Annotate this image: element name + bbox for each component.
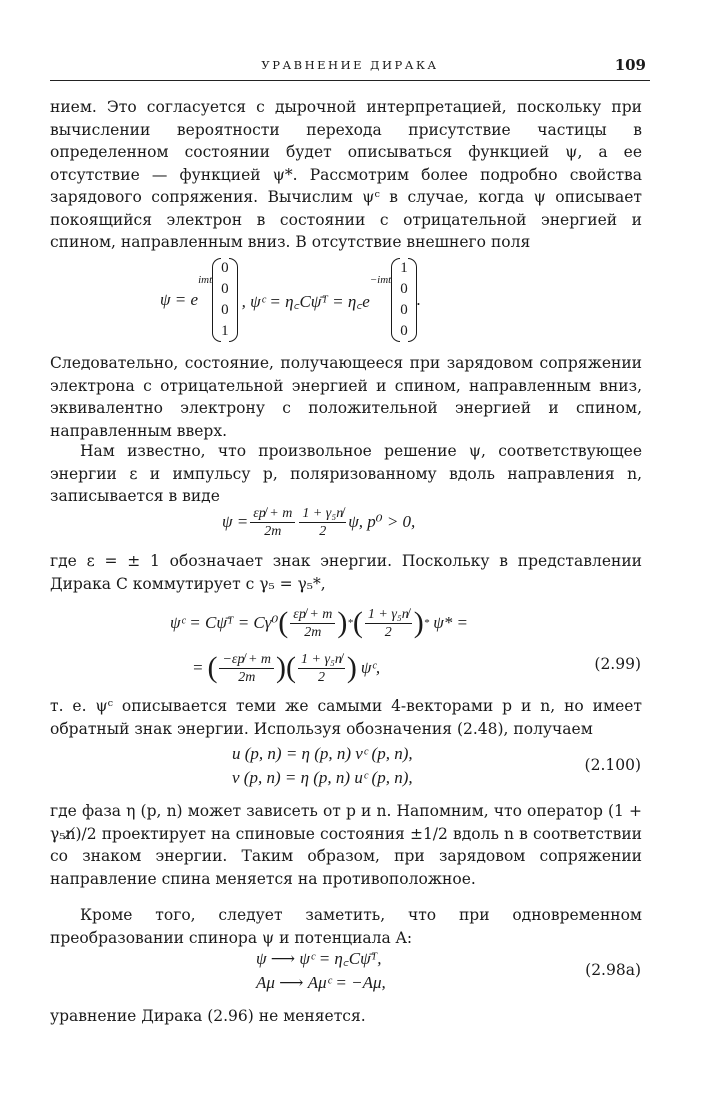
paragraph-dirac-invariant: уравнение Дирака (2.96) не меняется. <box>50 1007 366 1025</box>
eq2-frac1-numerator: εp̸ + m <box>250 505 295 523</box>
eq4-line-2: v (p, n) = η (p, n) uᶜ (p, n), <box>232 768 413 787</box>
paragraph-arbitrary-solution: Нам известно, что произвольное решение ψ, соответствующее энергии ε и импульсу p, поляризованному вдоль направления n, записывается в виде <box>50 442 642 505</box>
eq5-line-2: Aμ ⟶ Aμᶜ = −Aμ, <box>256 973 386 992</box>
eq3-l2f2-denominator: 2 <box>317 669 325 685</box>
eq5-line-1: ψ ⟶ ψᶜ = η꜀Cψ̄ᵀ, <box>256 949 382 968</box>
vec2-entry: 1 <box>400 260 408 276</box>
equation-2-100 <box>232 742 413 790</box>
equation-299-line-1: ψᶜ = Cψ̄ᵀ = Cγ⁰ ( $\frac{\varepsilon p̸ + m}{2m}$ ) * ( $\frac{\text{1 + γ₅n̸}}{2}$ ) * ψ* = <box>170 606 468 640</box>
eq3-line1-tail: ψ* = <box>433 613 468 632</box>
equation-299-line-2: = ( $\frac{-\varepsilon p̸ + m}{2m}$ ) ( $\frac{\text{1 + γ₅n̸}}{2}$ ) ψᶜ, <box>192 651 381 685</box>
page-header <box>50 56 650 81</box>
paragraph-charge-conjugation-result: Следовательно, состояние, получающееся при зарядовом сопряжении электрона с отрицательной энергией и спином, направленным вниз, эквивалентно электрону с положительной энергией и спином, направленным вверх. <box>50 354 642 440</box>
running-head: УРАВНЕНИЕ ДИРАКА <box>261 58 439 72</box>
eq1-end: . <box>416 290 421 309</box>
eq3-l1f2-numerator: 1 + γ₅n̸ <box>365 606 412 624</box>
eq3-line1-lhs: ψᶜ = Cψ̄ᵀ = Cγ⁰ <box>170 613 279 632</box>
eq1-exponent-1: imt <box>198 274 213 286</box>
eq2-fraction-1 <box>250 505 295 540</box>
eq3-line1-fraction-1 <box>290 606 335 641</box>
vec1-entry: 0 <box>221 260 229 276</box>
vec1-entry: 0 <box>221 281 229 297</box>
page-number: 109 <box>614 56 646 74</box>
equation-number-2-99: (2.99) <box>594 655 641 673</box>
paragraph-energy-sign: где ε = ± 1 обозначает знак энергии. Поскольку в представлении Дирака C коммутирует с γ₅ = γ₅*, <box>50 552 642 593</box>
eq4-line-1: u (p, n) = η (p, n) vᶜ (p, n), <box>232 744 413 763</box>
eq3-line2-tail: ψᶜ, <box>360 658 381 677</box>
eq2-frac1-denominator: 2m <box>264 523 282 539</box>
eq1-column-vector-1 <box>212 258 238 342</box>
eq3-l1f1-denominator: 2m <box>304 624 322 640</box>
eq1-exponent-2: −imt <box>369 274 392 286</box>
eq2-frac2-numerator: 1 + γ₅n̸ <box>299 505 346 523</box>
eq3-line2-lhs: = <box>192 658 204 677</box>
eq3-l1f2-denominator: 2 <box>384 624 392 640</box>
equation-general-solution <box>222 500 415 544</box>
paragraph-simultaneous-transformation: Кроме того, следует заметить, что при одновременном преобразовании спинора ψ и потенциала A: <box>50 906 642 947</box>
eq3-l1f1-numerator: εp̸ + m <box>290 606 335 624</box>
eq3-l2f2-numerator: 1 + γ₅n̸ <box>298 651 345 669</box>
paragraph-same-four-vectors: т. е. ψᶜ описывается теми же самыми 4-векторами p и n, но имеет обратный знак энергии. Используя обозначения (2.48), получаем <box>50 697 642 738</box>
equation-rest-electron <box>160 252 421 348</box>
equation-number-2-100: (2.100) <box>584 756 641 774</box>
eq3-l2f1-denominator: 2m <box>238 669 256 685</box>
vec2-entry: 0 <box>400 281 408 297</box>
eq3-l2f1-numerator: −εp̸ + m <box>219 651 274 669</box>
equation-number-2-98a: (2.98a) <box>585 961 641 979</box>
eq1-middle: , ψᶜ = η꜀Cψ̄ᵀ = η꜀e <box>241 291 370 311</box>
vec1-entry: 0 <box>221 302 229 318</box>
eq1-column-vector-2 <box>391 258 417 342</box>
eq3-line2-fraction-2 <box>298 651 345 686</box>
eq2-tail: ψ, p⁰ > 0, <box>348 512 416 531</box>
eq2-lhs: ψ = <box>222 512 249 531</box>
eq3-line2-fraction-1 <box>219 651 274 686</box>
eq3-line1-fraction-2 <box>365 606 412 641</box>
eq2-frac2-denominator: 2 <box>319 523 327 539</box>
paragraph-phase-and-spin: где фаза η (p, n) может зависеть от p и n. Напомним, что оператор (1 + γ₅n̸)/2 проектирует на спиновые состояния ±1/2 вдоль n в соответствии со знаком энергии. Таким образом, при зарядовом сопряжении направление спина меняется на противоположное. <box>50 802 642 888</box>
vec2-entry: 0 <box>400 302 408 318</box>
paragraph-hole-interpretation: нием. Это согласуется с дырочной интерпретацией, поскольку при вычислении вероятности перехода присутствие частицы в определенном состоянии будет описываться функцией ψ, а ее отсутствие — функцией ψ*. Рассмотрим более подробно свойства зарядового сопряжения. Вычислим ψᶜ в случае, когда ψ описывает покоящийся электрон в состоянии с отрицательной энергией и спином, направленным вниз. В отсутствие внешнего поля <box>50 98 642 251</box>
vec1-entry: 1 <box>221 323 229 339</box>
equation-2-98a <box>256 947 386 995</box>
eq2-fraction-2 <box>299 505 346 540</box>
vec2-entry: 0 <box>400 323 408 339</box>
eq1-lhs: ψ = e <box>160 290 199 309</box>
